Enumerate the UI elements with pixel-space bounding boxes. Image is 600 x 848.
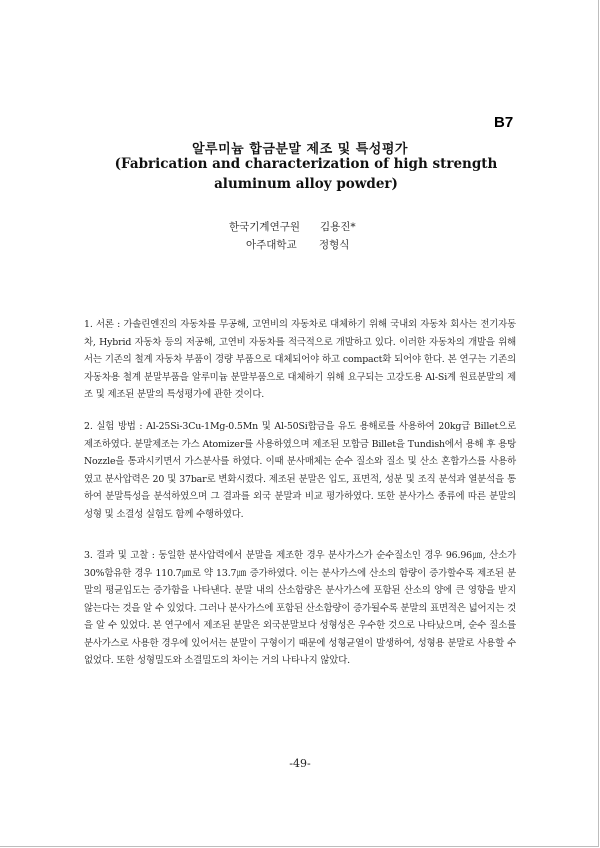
- paragraph-introduction: 1. 서론 : 가솔린엔진의 자동차를 무공해, 고연비의 자동차로 대체하기 위해 국내외 자동차 회사는 전기자동차, Hybrid 자동차 등의 저공해, 고연비 자동차를 적극적으로 개발하고 있다. 이러한 자동차의 개발을 위해서는 기존의 철계 자동차 부품이 경량 부품으로 대체되어야 하고 compact화 되어야 한다. 본 연구는 기존의 자동차용 철계 분말부품을 알루미늄 분말부품으로 대체하기 위해 요구되는 고강도용 Al-Si계 원료분말의 제조 및 제조된 분말의 특성평가에 관한 것이다.: [84, 319, 516, 400]
- page-number: -49-: [289, 757, 311, 770]
- author-name-1: 김용진*: [320, 221, 356, 233]
- paragraph-results-discussion: 3. 결과 및 고찰 : 동일한 분사압력에서 분말을 제조한 경우 분사가스가 순수질소인 경우 96.96㎛, 산소가 30%함유한 경우 110.7㎛로 약 13.7㎛ 증가하였다. 이는 분사가스에 산소의 함량이 증가할수록 제조된 분말의 평균입도는 증가함을 나타낸다. 분말 내의 산소함량은 분사가스에 포함된 산소의 양에 큰 영향을 받지 않는다는 것을 알 수 있었다. 그러나 분사가스에 포함된 산소함량이 증가될수록 분말의 표면적은 넓어지는 것을 알 수 있었다. 본 연구에서 제조된 분말은 외국분말보다 성형성은 우수한 것으로 나타났으며, 순수 질소를 분사가스로 사용한 경우에 있어서는 분말이 구형이기 때문에 성형균열이 발생하여, 성형용 분말로 사용할 수 없었다. 또한 성형밀도와 소결밀도의 차이는 거의 나타나지 않았다.: [84, 550, 516, 666]
- author-affiliation-1: 한국기계연구원: [229, 221, 301, 233]
- author-name-2: 정형식: [319, 239, 350, 251]
- paragraph-experimental-method: 2. 실험 방법 : Al-25Si-3Cu-1Mg-0.5Mn 및 Al-50Si합금을 유도 용해로를 사용하여 20kg급 Billet으로 제조하였다. 분말제조는 가스 Atomizer를 사용하였으며 제조된 모합금 Billet을 Tundish에서 용해 후 용탕 Nozzle을 통과시키면서 가스분사를 하였다. 이때 분사매체는 순수 질소와 질소 및 산소 혼합가스를 사용하였고 분사압력은 20 및 37bar로 변화시켰다. 제조된 분말은 입도, 표면적, 성분 및 조직 분석과 열분석을 통하여 분말특성을 분석하였으며 그 결과를 외국 분말과 비교 평가하였다. 또한 분사가스 종류에 따른 분말의 성형 및 소결성 실험도 함께 수행하였다.: [84, 421, 516, 520]
- title-english: (Fabrication and characterization of high strength aluminum alloy powder): [114, 156, 498, 192]
- section-code: B7: [494, 114, 514, 131]
- author-affiliation-2: 아주대학교: [246, 239, 297, 251]
- title-korean: 알루미늄 합금분말 제조 및 특성평가: [192, 142, 408, 157]
